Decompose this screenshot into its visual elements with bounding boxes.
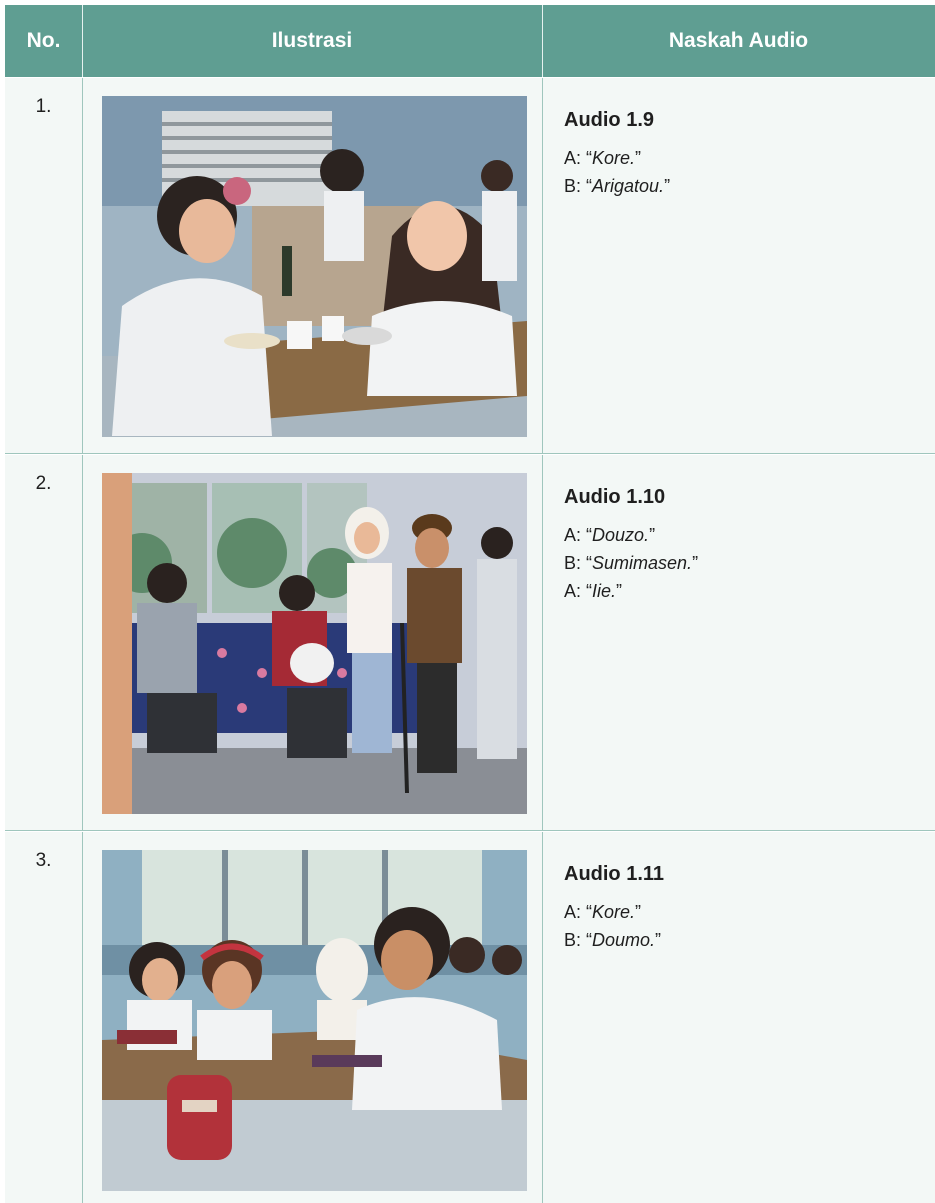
canteen-illustration [102,96,527,437]
train-illustration [102,473,527,814]
audio-script-table [5,5,935,1203]
dialog-text: Sumimasen. [592,553,693,573]
dialog-line [564,926,924,954]
dialog-text: Kore. [592,148,636,168]
dialog-text: Iie. [592,581,617,601]
column-divider [542,78,543,454]
dialog-quote-end: ” [692,553,699,573]
dialog-text: Kore. [592,902,636,922]
column-divider [542,832,543,1203]
column-divider [82,832,83,1203]
dialog-speaker: B: “ [564,553,593,573]
dialog-line [564,549,924,577]
dialog-quote-end: ” [635,148,642,168]
dialog-speaker: B: “ [564,176,593,196]
classroom-illustration [102,850,527,1191]
audio-title: Audio 1.9 [564,109,655,131]
audio-title: Audio 1.10 [564,486,666,508]
table-header [5,5,935,77]
row-divider [5,830,935,831]
dialog-line [564,144,924,172]
dialog-text: Arigatou. [592,176,665,196]
dialog-quote-end: ” [664,176,671,196]
dialog-text: Doumo. [592,930,656,950]
column-divider [82,455,83,831]
dialog-speaker: A: “ [564,525,593,545]
audio-script [564,862,924,954]
audio-script [564,485,924,605]
table-row [5,832,935,1203]
audio-title: Audio 1.11 [564,863,665,885]
dialog-quote-end: ” [655,930,662,950]
dialog-speaker: A: “ [564,902,593,922]
dialog-speaker: A: “ [564,148,593,168]
dialog-speaker: B: “ [564,930,593,950]
header-illustration: Ilustrasi [271,29,353,52]
audio-script [564,108,924,200]
dialog-line [564,172,924,200]
dialog-speaker: A: “ [564,581,593,601]
column-divider [542,455,543,831]
dialog-line [564,521,924,549]
row-divider [5,453,935,454]
dialog-line [564,898,924,926]
row-number: 2. [35,473,52,494]
header-script: Naskah Audio [668,29,809,52]
dialog-quote-end: ” [616,581,623,601]
dialog-quote-end: ” [649,525,656,545]
dialog-line [564,577,924,605]
dialog-quote-end: ” [635,902,642,922]
row-number: 3. [35,850,52,871]
table-row [5,455,935,831]
row-number: 1. [35,96,52,117]
table-row [5,78,935,454]
column-divider [82,78,83,454]
header-no: No. [26,29,61,52]
dialog-text: Douzo. [592,525,650,545]
